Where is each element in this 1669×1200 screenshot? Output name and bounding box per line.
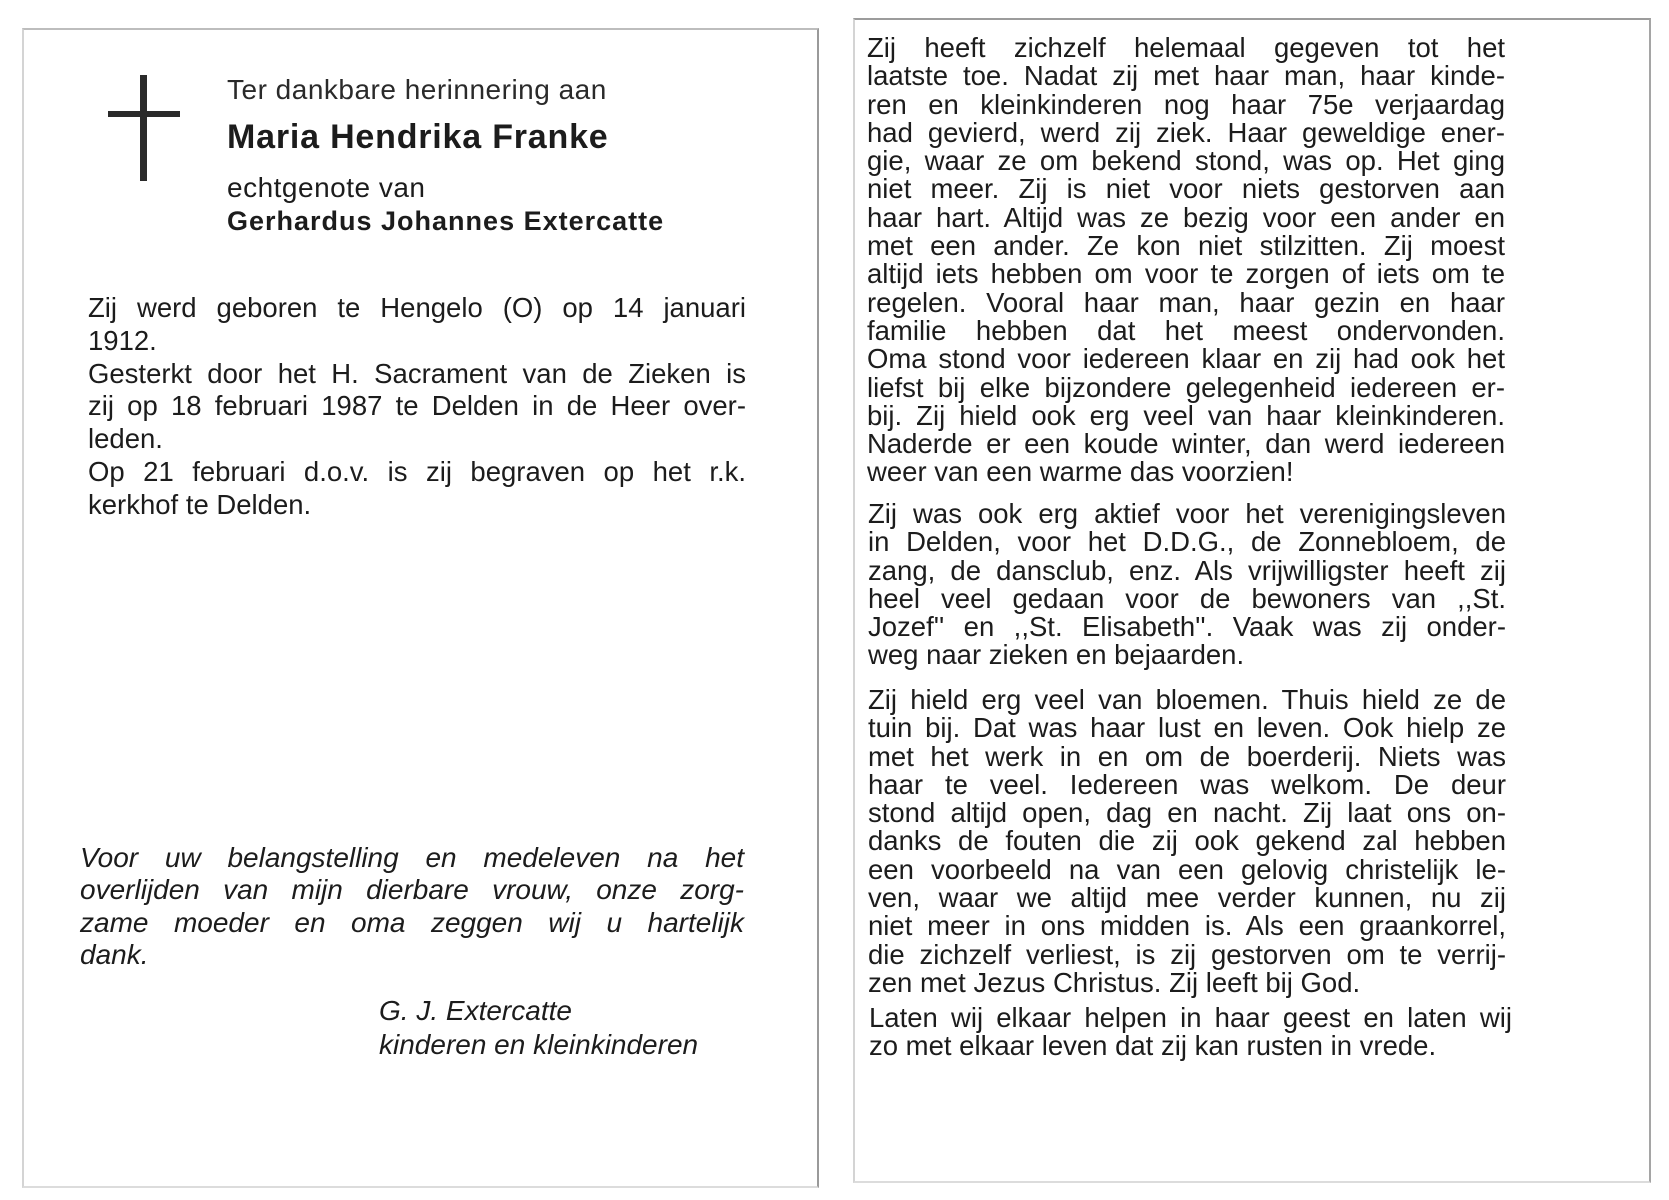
paragraph-line: niet meer. Zij is niet voor niets gestorven aan bbox=[867, 173, 1505, 205]
signature-block bbox=[379, 994, 698, 1062]
thanks-line: overlijden van mijn dierbare vrouw, onze zorg- bbox=[80, 874, 744, 906]
paragraph-line: Laten wij elkaar helpen in haar geest en laten wij bbox=[869, 1002, 1512, 1033]
paragraph-line: zen met Jezus Christus. Zij leeft bij God. bbox=[868, 966, 1361, 998]
paragraph-line: regelen. Vooral haar man, haar gezin en haar bbox=[867, 286, 1505, 318]
paragraph-line: gie, waar ze om bekend stond, was op. Het ging bbox=[867, 145, 1505, 177]
paragraph-line: bij. Zij hield ook erg veel van haar kleinkinderen. bbox=[867, 399, 1505, 431]
paragraph-line: met het werk in en om de boerderij. Niets was bbox=[868, 740, 1506, 772]
dedication-intro: Ter dankbare herinnering aan bbox=[227, 74, 607, 105]
paragraph-line: tuin bij. Dat was haar lust en leven. Ook hielp ze bbox=[868, 712, 1506, 744]
paragraph-line: altijd iets hebben om voor te zorgen of iets om te bbox=[867, 258, 1505, 290]
paragraph-line: Zij was ook erg aktief voor het verenigingsleven bbox=[868, 498, 1506, 529]
signature-line: G. J. Extercatte bbox=[379, 995, 572, 1026]
paragraph-line: niet meer in ons midden is. Als een graankorrel, bbox=[868, 910, 1506, 942]
spouse-label: echtgenote van bbox=[227, 172, 426, 203]
thank-you-text bbox=[80, 842, 744, 972]
bio-line: Op 21 februari d.o.v. is zij begraven op het r.k. bbox=[88, 455, 746, 487]
tribute-paragraph-1 bbox=[867, 34, 1505, 487]
paragraph-line: zang, de dansclub, enz. Als vrijwilligster heeft zij bbox=[868, 554, 1506, 586]
cross-icon bbox=[108, 75, 180, 181]
signature-line: kinderen en kleinkinderen bbox=[379, 1029, 699, 1060]
paragraph-line: Naderde er een koude winter, dan werd iedereen bbox=[867, 428, 1505, 460]
paragraph-line: familie hebben dat het meest ondervonden. bbox=[867, 314, 1505, 346]
biography-text bbox=[88, 292, 746, 522]
paragraph-line: die zichzelf verliest, is zij gestorven om te verrij- bbox=[868, 938, 1506, 970]
deceased-name: Maria Hendrika Franke bbox=[227, 118, 609, 156]
paragraph-line: laatste toe. Nadat zij met haar man, haar kinde- bbox=[867, 60, 1505, 92]
paragraph-line: danks de fouten die zij ook gekend zal hebben bbox=[868, 825, 1506, 857]
tribute-paragraph-3 bbox=[868, 686, 1506, 997]
bio-line: Gesterkt door het H. Sacrament van de Zieken is bbox=[88, 357, 746, 389]
paragraph-line: weg naar zieken en bejaarden. bbox=[868, 639, 1245, 671]
memorial-card-back bbox=[853, 18, 1651, 1183]
paragraph-line: haar te veel. Iedereen was welkom. De deur bbox=[868, 768, 1506, 800]
paragraph-line: haar hart. Altijd was ze bezig voor een ander en bbox=[867, 201, 1505, 233]
thanks-line: Voor uw belangstelling en medeleven na het bbox=[80, 842, 744, 873]
paragraph-line: heel veel gedaan voor de bewoners van ,,St. bbox=[868, 582, 1506, 614]
bio-line: leden. bbox=[88, 423, 163, 455]
paragraph-line: een voorbeeld na van een gelovig christelijk le- bbox=[868, 853, 1506, 885]
bio-line: zij op 18 februari 1987 te Delden in de Heer over- bbox=[88, 390, 746, 422]
paragraph-line: ven, waar we altijd mee verder kunnen, nu zij bbox=[868, 882, 1506, 914]
paragraph-line: weer van een warme das voorzien! bbox=[867, 456, 1294, 488]
paragraph-line: zo met elkaar leven dat zij kan rusten in vrede. bbox=[869, 1030, 1437, 1062]
thanks-line: zame moeder en oma zeggen wij u hartelijk bbox=[80, 906, 744, 938]
paragraph-line: ren en kleinkinderen nog haar 75e verjaardag bbox=[867, 88, 1505, 120]
paragraph-line: Oma stond voor iedereen klaar en zij had ook het bbox=[867, 343, 1505, 375]
paragraph-line: Jozef'' en ,,St. Elisabeth''. Vaak was zij onder- bbox=[868, 611, 1506, 643]
paragraph-line: met een ander. Ze kon niet stilzitten. Zij moest bbox=[867, 230, 1505, 262]
paragraph-line: had gevierd, werd zij ziek. Haar geweldige ener- bbox=[867, 116, 1505, 148]
paragraph-line: Zij hield erg veel van bloemen. Thuis hield ze de bbox=[868, 684, 1506, 715]
bio-line: kerkhof te Delden. bbox=[88, 488, 312, 520]
tribute-paragraph-2 bbox=[868, 500, 1506, 670]
bio-line: 1912. bbox=[88, 324, 157, 356]
memorial-card-front bbox=[22, 28, 819, 1188]
tribute-paragraph-4 bbox=[869, 1004, 1512, 1061]
paragraph-line: Zij heeft zichzelf helemaal gegeven tot het bbox=[867, 32, 1505, 63]
paragraph-line: in Delden, voor het D.D.G., de Zonnebloem, de bbox=[868, 526, 1506, 558]
paragraph-line: stond altijd open, dag en nacht. Zij laat ons on- bbox=[868, 797, 1506, 829]
bio-line: Zij werd geboren te Hengelo (O) op 14 januari bbox=[88, 292, 746, 323]
thanks-line: dank. bbox=[80, 939, 149, 971]
paragraph-line: liefst bij elke bijzondere gelegenheid iedereen er- bbox=[867, 371, 1505, 403]
spouse-name: Gerhardus Johannes Extercatte bbox=[227, 206, 665, 236]
